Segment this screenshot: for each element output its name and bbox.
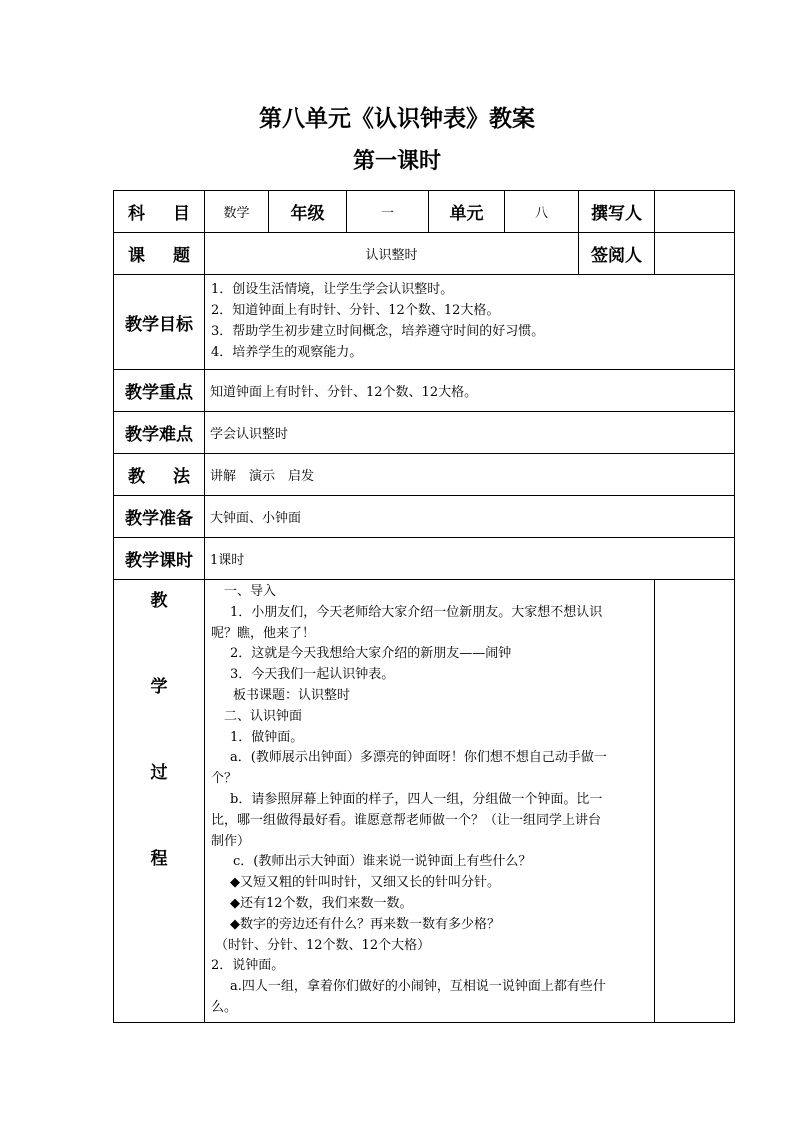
objective-item-3: 3．帮助学生初步建立时间概念，培养遵守时间的好习惯。 — [211, 324, 545, 339]
process-line-8: 1．做钟面。 — [230, 729, 304, 745]
process-line-4: 2．这就是今天我想给大家介绍的新朋友——闹钟 — [230, 646, 512, 662]
process-label-char-3: 过 — [150, 763, 168, 783]
process-line-1: 一、导入 — [224, 584, 277, 599]
process-label — [114, 580, 205, 1023]
info-row-1 — [114, 191, 735, 233]
process-line-20: a.四人一组，拿着你们做好的小闹钟，互相说一说钟面上都有些什 — [230, 979, 606, 995]
process-line-10: 个？ — [211, 771, 238, 787]
process-line-15: ◆又短又粗的针叫时针，又细又长的针叫分针。 — [230, 875, 500, 891]
hours-row — [114, 538, 735, 580]
process-row — [114, 580, 735, 1023]
process-line-19: 2．说钟面。 — [211, 958, 285, 974]
process-line-18: （时针、分针、12个数、12个大格） — [215, 937, 431, 953]
lesson-plan-table — [113, 190, 735, 1023]
grade-label: 年级 — [269, 191, 347, 233]
grade-value: 一 — [347, 191, 429, 233]
process-line-2: 1．小朋友们，今天老师给大家介绍一位新朋友。大家想不想认识 — [230, 604, 603, 620]
process-line-14: c．(教师出示大钟面）谁来说一说钟面上有些什么？ — [233, 854, 532, 870]
process-label-char-4: 程 — [150, 849, 168, 869]
unit-label: 单元 — [429, 191, 505, 233]
process-line-3: 呢？瞧，他来了！ — [211, 625, 316, 641]
topic-label: 课 题 — [114, 233, 205, 275]
reviewer-value — [655, 233, 735, 275]
info-row-2 — [114, 233, 735, 275]
key-point-label: 教学重点 — [114, 370, 205, 412]
process-label-char-1: 教 — [150, 591, 168, 611]
hours-value: 1课时 — [205, 538, 735, 580]
process-line-12: 比，哪一组做得最好看。谁愿意帮老师做一个？（让一组同学上讲台 — [211, 812, 602, 828]
process-notes-column — [655, 580, 735, 1023]
process-line-11: b．请参照屏幕上钟面的样子，四人一组，分组做一个钟面。比一 — [230, 791, 603, 807]
process-content — [205, 580, 655, 1023]
unit-value: 八 — [505, 191, 579, 233]
key-point-value: 知道钟面上有时针、分针、12个数、12大格。 — [205, 370, 735, 412]
difficulty-label: 教学难点 — [114, 412, 205, 454]
objectives-label: 教学目标 — [114, 275, 205, 370]
document-subtitle: 第一课时 — [352, 148, 441, 174]
author-value — [655, 191, 735, 233]
preparation-row — [114, 496, 735, 538]
hours-label: 教学课时 — [114, 538, 205, 580]
objectives-row — [114, 275, 735, 370]
process-line-5: 3．今天我们一起认识钟表。 — [230, 667, 395, 683]
process-line-6: 板书课题：认识整时 — [233, 687, 351, 703]
subject-value: 数学 — [205, 191, 269, 233]
method-value: 讲解 演示 启发 — [205, 454, 735, 496]
process-line-17: ◆数字的旁边还有什么？再来数一数有多少格？ — [230, 916, 500, 932]
difficulty-value: 学会认识整时 — [205, 412, 735, 454]
method-row — [114, 454, 735, 496]
process-label-char-2: 学 — [150, 677, 168, 697]
preparation-label: 教学准备 — [114, 496, 205, 538]
process-line-16: ◆还有12个数，我们来数一数。 — [230, 895, 413, 911]
subject-label: 科 目 — [114, 191, 205, 233]
process-line-7: 二、认识钟面 — [224, 708, 303, 724]
objective-item-2: 2．知道钟面上有时针、分针、12个数、12大格。 — [211, 303, 500, 318]
preparation-value: 大钟面、小钟面 — [205, 496, 735, 538]
process-line-13: 制作） — [211, 833, 251, 849]
document-title: 第八单元《认识钟表》教案 — [259, 105, 535, 132]
reviewer-label: 签阅人 — [579, 233, 655, 275]
objective-item-4: 4．培养学生的观察能力。 — [211, 345, 363, 360]
key-point-row — [114, 370, 735, 412]
difficulty-row — [114, 412, 735, 454]
objectives-content — [205, 275, 735, 370]
method-label: 教 法 — [114, 454, 205, 496]
topic-value: 认识整时 — [205, 233, 579, 275]
process-line-21: 么。 — [211, 999, 238, 1015]
author-label: 撰写人 — [579, 191, 655, 233]
objective-item-1: 1．创设生活情境，让学生学会认识整时。 — [211, 282, 454, 297]
process-line-9: a．(教师展示出钟面）多漂亮的钟面呀！你们想不想自己动手做一 — [230, 750, 607, 766]
